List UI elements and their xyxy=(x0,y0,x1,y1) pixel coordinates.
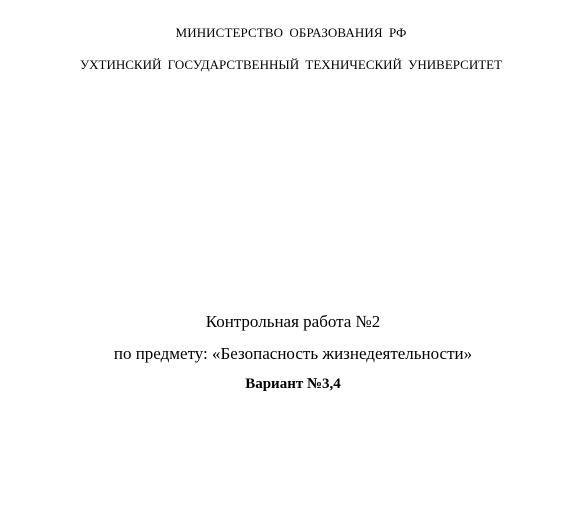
work-title: Контрольная работа №2 xyxy=(205,312,381,331)
university-heading: УХТИНСКИЙ ГОСУДАРСТВЕННЫЙ ТЕХНИЧЕСКИЙ УНИВЕРСИТЕТ xyxy=(79,57,503,72)
ministry-heading: МИНИСТЕРСТВО ОБРАЗОВАНИЯ РФ xyxy=(175,25,407,40)
variant-line: Вариант №3,4 xyxy=(245,376,341,392)
subject-line: по предмету: «Безопасность жизнедеятельности» xyxy=(113,344,473,363)
